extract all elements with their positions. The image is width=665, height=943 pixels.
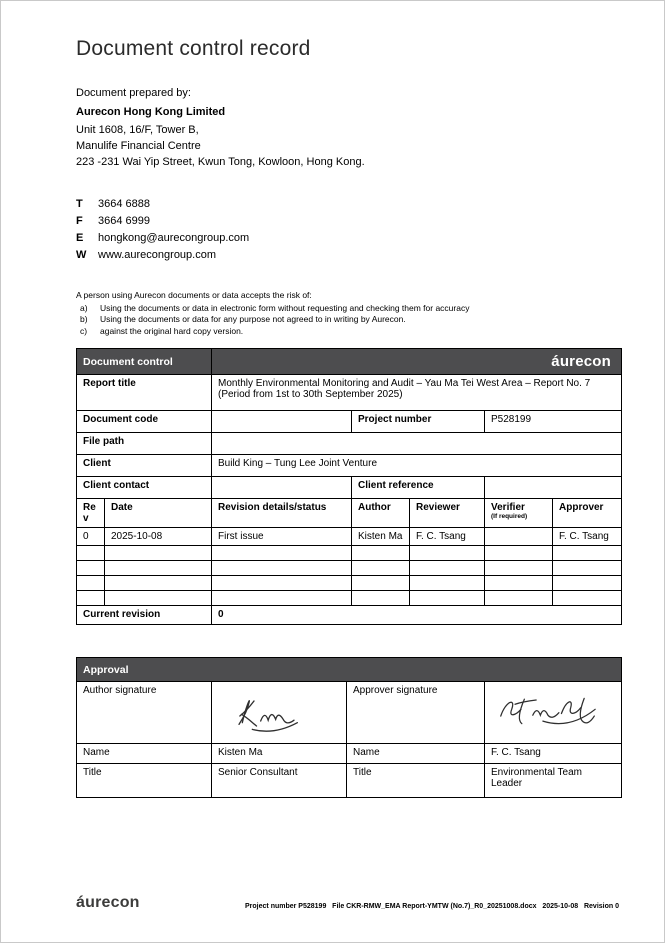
rev-cell: [352, 591, 410, 606]
page-footer: [76, 894, 619, 912]
rev-cell: Kisten Ma: [352, 528, 410, 546]
rev-cell: [105, 591, 212, 606]
rev-cell: [352, 576, 410, 591]
rev-cell: [77, 576, 105, 591]
document-control-table: [76, 348, 622, 625]
approver-title-label: Title: [347, 764, 485, 798]
address-line: Manulife Financial Centre: [76, 140, 201, 152]
contact-value: 3664 6888: [98, 198, 150, 210]
rev-col-reviewer: Reviewer: [410, 499, 485, 528]
rev-col-details: Revision details/status: [212, 499, 352, 528]
current-revision-value: 0: [212, 606, 622, 625]
author-name-value: Kisten Ma: [212, 744, 347, 764]
approver-name-value: F. C. Tsang: [485, 744, 622, 764]
disclaimer-item-text: Using the documents or data in electronic form without requesting and checking them for accuracy: [100, 302, 470, 313]
disclaimer-item-label: b): [80, 314, 88, 324]
author-signature-label: Author signature: [77, 682, 212, 744]
prepared-by-label: Document prepared by:: [76, 87, 191, 99]
contact-value: 3664 6999: [98, 215, 150, 227]
contact-block: [76, 196, 619, 264]
current-revision-label: Current revision: [77, 606, 212, 625]
client-contact-label: Client contact: [77, 477, 212, 499]
contact-website: [76, 247, 619, 264]
rev-cell: [105, 546, 212, 561]
disclaimer-item: [76, 303, 619, 315]
approver-signature-label: Approver signature: [347, 682, 485, 744]
rev-cell: [77, 546, 105, 561]
author-signature-cell: [212, 682, 347, 744]
rev-col-verifier-title: Verifier: [491, 502, 525, 513]
author-title-value: Senior Consultant: [212, 764, 347, 798]
rev-cell: F. C. Tsang: [553, 528, 622, 546]
rev-cell: [485, 591, 553, 606]
rev-cell: [410, 561, 485, 576]
company-name: Aurecon Hong Kong Limited: [76, 106, 226, 118]
contact-fax: [76, 213, 619, 230]
contact-label: T: [76, 198, 83, 210]
contact-phone: [76, 196, 619, 213]
client-label: Client: [77, 455, 212, 477]
report-title-value: Monthly Environmental Monitoring and Audit – Yau Ma Tei West Area – Report No. 7 (Period from 1st to 30th September 2025): [212, 375, 622, 411]
disclaimer-item-text: Using the documents or data for any purpose not agreed to in writing by Aurecon.: [100, 314, 406, 324]
document-control-header: Document control: [77, 349, 212, 375]
rev-col-approver: Approver: [553, 499, 622, 528]
author-title-label: Title: [77, 764, 212, 798]
author-signature-image: [227, 686, 331, 736]
approver-name-label: Name: [347, 744, 485, 764]
rev-cell: [485, 546, 553, 561]
rev-cell: [212, 561, 352, 576]
contact-label: F: [76, 215, 83, 227]
disclaimer-item: [76, 326, 619, 338]
document-code-value: [212, 411, 352, 433]
approver-signature-image: [494, 689, 612, 733]
disclaimer-item-label: c): [80, 325, 88, 336]
contact-value: www.aurecongroup.com: [98, 249, 217, 261]
rev-cell: [105, 576, 212, 591]
file-path-value: [212, 433, 622, 455]
rev-col-verifier: [485, 499, 553, 528]
project-number-value: P528199: [485, 411, 622, 433]
rev-col-verifier-note: (If required): [491, 513, 528, 520]
address-line: Unit 1608, 16/F, Tower B,: [76, 124, 199, 136]
rev-cell: [485, 528, 553, 546]
approver-title-value: Environmental Team Leader: [485, 764, 622, 798]
disclaimer-item: [76, 314, 619, 326]
address-line: 223 -231 Wai Yip Street, Kwun Tong, Kowloon, Hong Kong.: [76, 156, 365, 168]
rev-cell: [212, 576, 352, 591]
rev-cell: [410, 576, 485, 591]
rev-cell: [212, 546, 352, 561]
author-name-label: Name: [77, 744, 212, 764]
rev-cell: [553, 576, 622, 591]
disclaimer-intro: A person using Aurecon documents or data accepts the risk of:: [76, 290, 312, 300]
approver-signature-cell: [485, 682, 622, 744]
rev-cell: [352, 561, 410, 576]
rev-cell: [553, 561, 622, 576]
rev-cell: 2025-10-08: [105, 528, 212, 546]
rev-cell: [553, 546, 622, 561]
approval-header: Approval: [77, 658, 622, 682]
report-title-label: Report title: [77, 375, 212, 411]
disclaimer-block: [76, 290, 619, 337]
rev-cell: [485, 561, 553, 576]
client-contact-value: [212, 477, 352, 499]
rev-cell: F. C. Tsang: [410, 528, 485, 546]
rev-cell: [212, 591, 352, 606]
company-address: [76, 122, 619, 170]
footer-document-info: Project number P528199 File CKR-RMW_EMA Report-YMTW (No.7)_R0_20251008.docx 2025-10-08 Revision 0: [245, 903, 619, 910]
rev-cell: [410, 591, 485, 606]
aurecon-footer-logo: áurecon: [76, 894, 140, 911]
rev-cell: First issue: [212, 528, 352, 546]
rev-col-rev: Rev: [77, 499, 105, 528]
rev-cell: [410, 546, 485, 561]
disclaimer-item-label: a): [80, 302, 88, 313]
contact-label: W: [76, 249, 87, 261]
client-reference-label: Client reference: [352, 477, 485, 499]
rev-cell: [352, 546, 410, 561]
approval-table: [76, 657, 622, 798]
disclaimer-item-text: against the original hard copy version.: [100, 325, 244, 336]
file-path-label: File path: [77, 433, 212, 455]
rev-cell: 0: [77, 528, 105, 546]
contact-value: hongkong@aurecongroup.com: [98, 232, 250, 244]
rev-cell: [77, 591, 105, 606]
rev-col-author: Author: [352, 499, 410, 528]
client-value: Build King – Tung Lee Joint Venture: [212, 455, 622, 477]
rev-cell: [485, 576, 553, 591]
document-code-label: Document code: [77, 411, 212, 433]
rev-cell: [553, 591, 622, 606]
page-title: Document control record: [76, 37, 311, 60]
aurecon-logo: áurecon: [551, 353, 612, 370]
contact-email: [76, 230, 619, 247]
rev-cell: [77, 561, 105, 576]
client-reference-value: [485, 477, 622, 499]
project-number-label: Project number: [352, 411, 485, 433]
rev-col-date: Date: [105, 499, 212, 528]
rev-cell: [105, 561, 212, 576]
aurecon-logo-header-cell: [212, 349, 622, 375]
contact-label: E: [76, 232, 84, 244]
